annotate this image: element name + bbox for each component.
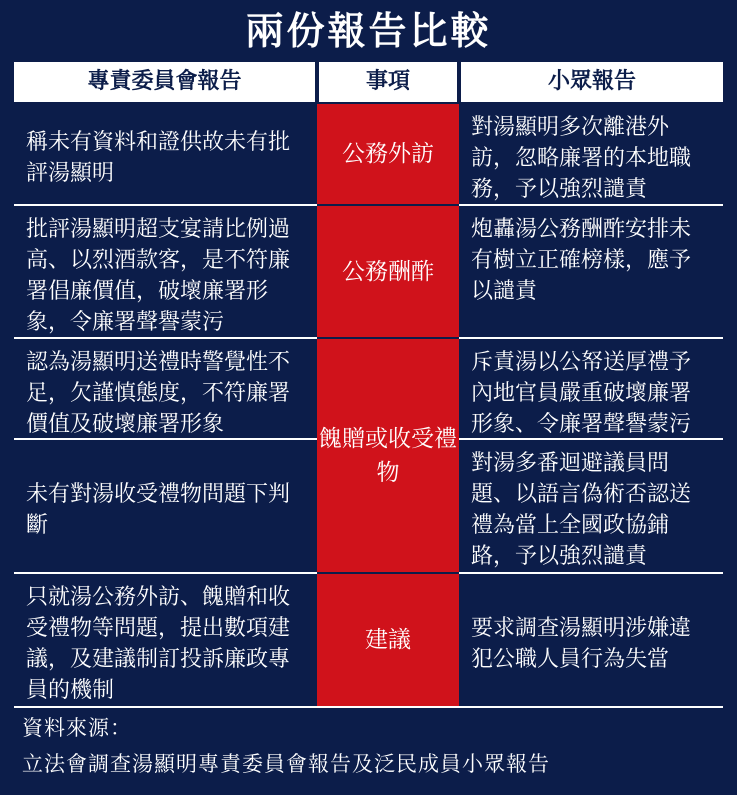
row2-committee: 批評湯顯明超支宴請比例過高、以烈酒款客，是不符廉署倡廉價值，破壞廉署形象，令廉署聲譽蒙污	[26, 217, 291, 335]
header-item: 事項	[319, 62, 457, 102]
row1-minority: 對湯顯明多次離港外訪，忽略廉署的本地職務，予以強烈譴責	[471, 115, 692, 202]
row3-minority: 斥責湯以公帑送厚禮予內地官員嚴重破壞廉署形象、令廉署聲譽蒙污	[471, 350, 692, 437]
header-minority: 小眾報告	[461, 62, 723, 102]
row4-committee: 只就湯公務外訪、餽贈和收受禮物等問題，提出數項建議，及建議制訂投訴廉政專員的機制	[26, 585, 291, 703]
row1-item: 公務外訪	[317, 104, 459, 204]
source-label: 資料來源：	[22, 716, 132, 740]
row4-item: 建議	[317, 574, 459, 706]
row3b-minority: 對湯多番迴避議員問題、以語言偽術否認送禮為當上全國政協鋪路，予以強烈譴責	[471, 451, 692, 569]
row3-committee: 認為湯顯明送禮時警覺性不足，欠謹慎態度，不符廉署價值及破壞廉署形象	[26, 350, 291, 437]
row3-item: 餽贈或收受禮物	[317, 339, 459, 572]
source-text: 立法會調查湯顯明專責委員會報告及泛民成員小眾報告	[22, 752, 550, 776]
comparison-table	[14, 62, 723, 708]
table-bottom-border	[14, 706, 723, 708]
row2-item: 公務酬酢	[317, 206, 459, 337]
page-title: 兩份報告比較	[245, 9, 492, 53]
row3b-committee: 未有對湯收受禮物問題下判斷	[26, 482, 291, 538]
row4-minority: 要求調查湯顯明涉嫌違犯公職人員行為失當	[471, 616, 692, 672]
source-note	[22, 710, 550, 782]
header-committee: 專責委員會報告	[14, 62, 315, 102]
row1-committee: 稱未有資料和證供故未有批評湯顯明	[26, 130, 291, 186]
row2-minority: 炮轟湯公務酬酢安排未有樹立正確榜樣，應予以譴責	[471, 217, 692, 304]
